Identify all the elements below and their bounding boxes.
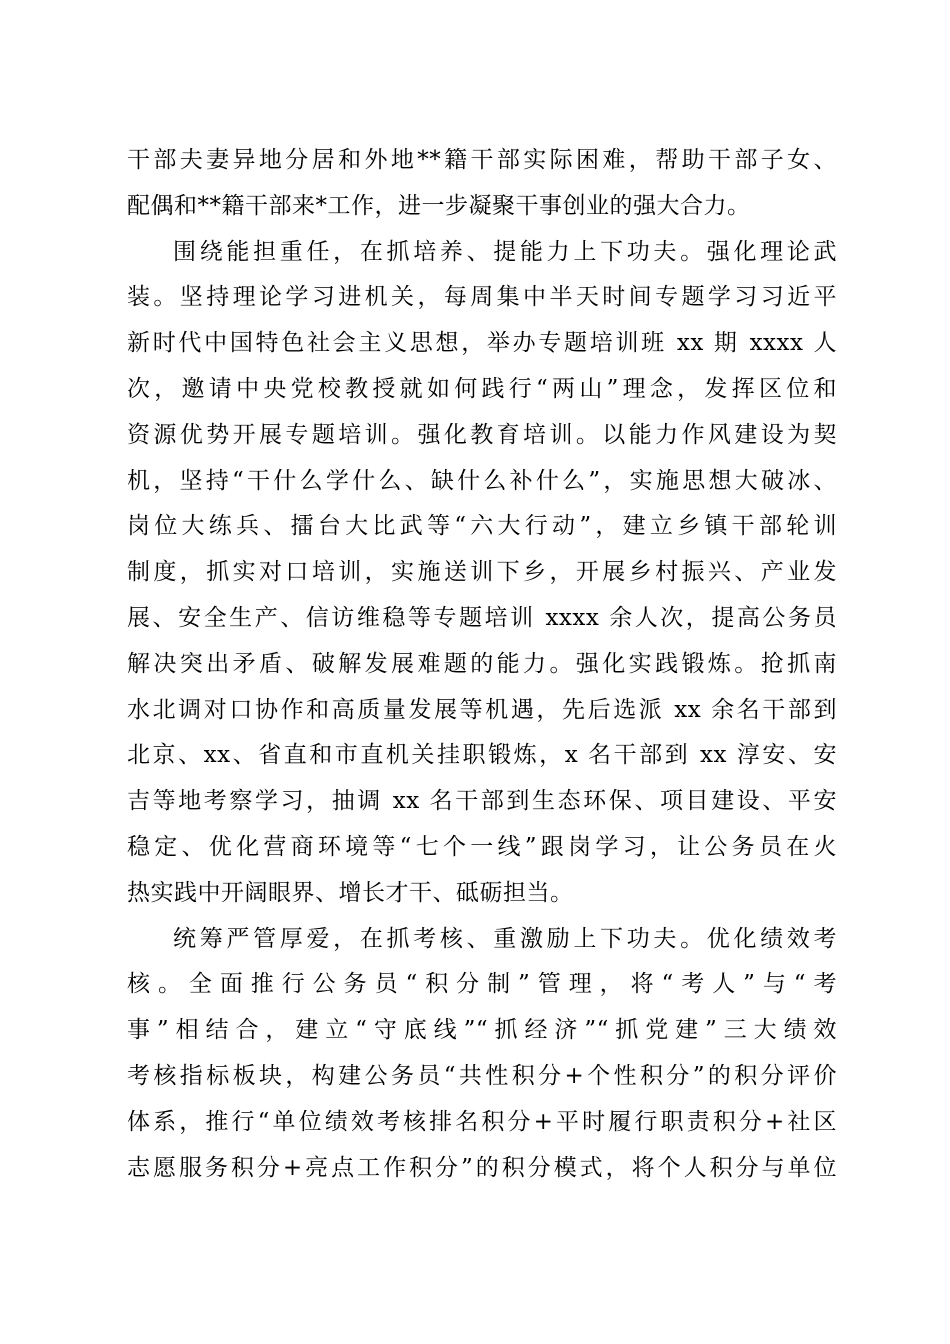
document-body (127, 138, 837, 1191)
text-line: 机，坚持“干什么学什么、缺什么补什么”，实施思想大破冰、 (127, 467, 837, 494)
text-line: 展、安全生产、信访维稳等专题培训 xxxx 余人次，提高公务员 (127, 604, 837, 631)
text-line: 解决突出矛盾、破解发展难题的能力。强化实践锻炼。抢抓南 (127, 650, 837, 677)
text-line: 干部夫妻异地分居和外地**籍干部实际困难，帮助干部子女、 (127, 147, 837, 173)
text-line: 配偶和**籍干部来*工作，进一步凝聚干事创业的强大合力。 (127, 192, 751, 219)
text-line: 制度，抓实对口培训，实施送训下乡，开展乡村振兴、产业发 (127, 559, 837, 586)
text-line: 志愿服务积分+亮点工作积分”的积分模式，将个人积分与单位 (127, 1154, 837, 1181)
text-line: 考核指标板块，构建公务员“共性积分+个性积分”的积分评价 (127, 1062, 837, 1089)
text-line: 稳定、优化营商环境等“七个一线”跟岗学习，让公务员在火 (127, 833, 837, 860)
text-line: 事”相结合，建立“守底线”“抓经济”“抓党建”三大绩效 (127, 1017, 837, 1044)
text-line: 吉等地考察学习，抽调 xx 名干部到生态环保、项目建设、平安 (127, 788, 837, 815)
text-line: 水北调对口协作和高质量发展等机遇，先后选派 xx 余名干部到 (127, 696, 837, 723)
text-line: 岗位大练兵、擂台大比武等“六大行动”，建立乡镇干部轮训 (127, 513, 837, 540)
text-line: 新时代中国特色社会主义思想，举办专题培训班 xx 期 xxxx 人 (127, 330, 837, 357)
text-line: 围绕能担重任，在抓培养、提能力上下功夫。强化理论武 (173, 238, 837, 265)
text-line: 统筹严管厚爱，在抓考核、重激励上下功夫。优化绩效考 (173, 925, 837, 952)
text-line: 北京、xx、省直和市直机关挂职锻炼，x 名干部到 xx 淳安、安 (127, 742, 837, 769)
text-line: 装。坚持理论学习进机关，每周集中半天时间专题学习习近平 (127, 284, 837, 311)
text-line: 次，邀请中央党校教授就如何践行“两山”理念，发挥区位和 (127, 375, 837, 402)
text-line: 热实践中开阔眼界、增长才干、砥砺担当。 (127, 879, 574, 906)
text-line: 核。全面推行公务员“积分制”管理，将“考人”与“考 (127, 971, 837, 998)
text-line: 体系，推行“单位绩效考核排名积分+平时履行职责积分+社区 (127, 1108, 837, 1135)
text-line: 资源优势开展专题培训。强化教育培训。以能力作风建设为契 (127, 421, 837, 448)
